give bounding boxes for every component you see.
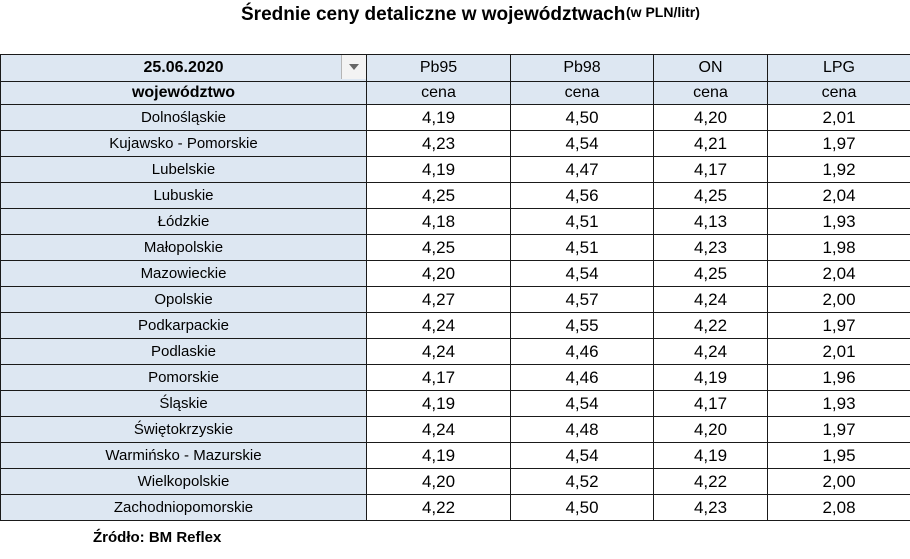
price-cell-lpg: 1,97	[768, 131, 910, 157]
region-cell: Kujawsko - Pomorskie	[1, 131, 367, 157]
table-row	[1, 391, 910, 417]
fuel-header-pb98: Pb98	[511, 55, 654, 82]
table-row	[1, 287, 910, 313]
price-cell-pb98: 4,54	[511, 131, 654, 157]
filter-dropdown-button[interactable]	[341, 55, 366, 79]
price-cell-pb95: 4,19	[367, 105, 511, 131]
price-cell-lpg: 2,08	[768, 495, 910, 521]
region-cell: Mazowieckie	[1, 261, 367, 287]
price-cell-lpg: 1,95	[768, 443, 910, 469]
price-cell-lpg: 1,93	[768, 209, 910, 235]
table-row	[1, 495, 910, 521]
header-row-labels	[1, 82, 910, 105]
table-row	[1, 339, 910, 365]
price-cell-on: 4,13	[654, 209, 768, 235]
price-cell-pb95: 4,20	[367, 469, 511, 495]
price-cell-pb95: 4,20	[367, 261, 511, 287]
price-cell-lpg: 1,97	[768, 417, 910, 443]
price-cell-on: 4,17	[654, 391, 768, 417]
price-cell-pb98: 4,48	[511, 417, 654, 443]
price-cell-pb98: 4,54	[511, 443, 654, 469]
table-body	[1, 105, 910, 521]
price-cell-pb98: 4,57	[511, 287, 654, 313]
region-cell: Dolnośląskie	[1, 105, 367, 131]
region-cell: Świętokrzyskie	[1, 417, 367, 443]
price-cell-on: 4,20	[654, 417, 768, 443]
title-bar	[0, 0, 910, 52]
region-cell: Podlaskie	[1, 339, 367, 365]
price-cell-pb98: 4,54	[511, 261, 654, 287]
region-cell: Lubelskie	[1, 157, 367, 183]
price-cell-pb95: 4,25	[367, 183, 511, 209]
table-row	[1, 469, 910, 495]
price-cell-pb98: 4,50	[511, 105, 654, 131]
price-cell-pb98: 4,50	[511, 495, 654, 521]
price-cell-on: 4,22	[654, 313, 768, 339]
region-header: województwo	[1, 82, 367, 105]
price-cell-pb98: 4,51	[511, 209, 654, 235]
price-header: cena	[768, 82, 910, 105]
price-cell-on: 4,19	[654, 365, 768, 391]
region-cell: Podkarpackie	[1, 313, 367, 339]
price-cell-pb98: 4,46	[511, 339, 654, 365]
price-cell-pb98: 4,46	[511, 365, 654, 391]
region-cell: Lubuskie	[1, 183, 367, 209]
price-cell-on: 4,23	[654, 235, 768, 261]
price-cell-lpg: 2,01	[768, 105, 910, 131]
table-row	[1, 365, 910, 391]
price-cell-lpg: 1,96	[768, 365, 910, 391]
table-row	[1, 183, 910, 209]
price-cell-pb95: 4,22	[367, 495, 511, 521]
fuel-header-pb95: Pb95	[367, 55, 511, 82]
price-cell-on: 4,21	[654, 131, 768, 157]
region-cell: Opolskie	[1, 287, 367, 313]
fuel-header-on: ON	[654, 55, 768, 82]
price-header: cena	[511, 82, 654, 105]
price-header: cena	[654, 82, 768, 105]
price-cell-pb95: 4,19	[367, 391, 511, 417]
price-cell-on: 4,24	[654, 339, 768, 365]
price-cell-pb98: 4,47	[511, 157, 654, 183]
table-row	[1, 443, 910, 469]
unit-note: (w PLN/litr)	[626, 4, 700, 20]
header-row-fuels	[1, 55, 910, 82]
price-cell-lpg: 2,00	[768, 469, 910, 495]
price-cell-pb95: 4,19	[367, 443, 511, 469]
price-cell-lpg: 2,01	[768, 339, 910, 365]
price-cell-lpg: 1,97	[768, 313, 910, 339]
price-cell-pb95: 4,23	[367, 131, 511, 157]
price-cell-pb98: 4,54	[511, 391, 654, 417]
table-row	[1, 417, 910, 443]
price-cell-pb95: 4,18	[367, 209, 511, 235]
price-table	[0, 54, 910, 521]
price-cell-on: 4,24	[654, 287, 768, 313]
price-cell-pb95: 4,24	[367, 339, 511, 365]
price-cell-pb98: 4,55	[511, 313, 654, 339]
price-cell-on: 4,20	[654, 105, 768, 131]
price-cell-lpg: 2,04	[768, 183, 910, 209]
table-row	[1, 313, 910, 339]
price-cell-lpg: 1,92	[768, 157, 910, 183]
region-cell: Pomorskie	[1, 365, 367, 391]
dropdown-arrow-icon	[349, 64, 359, 70]
table-row	[1, 261, 910, 287]
region-cell: Zachodniopomorskie	[1, 495, 367, 521]
price-cell-pb98: 4,56	[511, 183, 654, 209]
fuel-header-lpg: LPG	[768, 55, 910, 82]
table-row	[1, 235, 910, 261]
date-filter-cell[interactable]	[1, 55, 367, 82]
region-cell: Małopolskie	[1, 235, 367, 261]
table-row	[1, 209, 910, 235]
price-header: cena	[367, 82, 511, 105]
source-note: Źródło: BM Reflex	[93, 529, 222, 546]
page-title: Średnie ceny detaliczne w województwach	[241, 4, 626, 25]
region-cell: Łódzkie	[1, 209, 367, 235]
price-cell-lpg: 1,93	[768, 391, 910, 417]
price-cell-lpg: 2,00	[768, 287, 910, 313]
date-label: 25.06.2020	[143, 59, 224, 76]
price-cell-lpg: 2,04	[768, 261, 910, 287]
price-cell-pb95: 4,17	[367, 365, 511, 391]
region-cell: Warmińsko - Mazurskie	[1, 443, 367, 469]
price-cell-pb95: 4,27	[367, 287, 511, 313]
region-cell: Śląskie	[1, 391, 367, 417]
price-cell-on: 4,25	[654, 261, 768, 287]
price-cell-on: 4,22	[654, 469, 768, 495]
table-row	[1, 105, 910, 131]
price-cell-on: 4,17	[654, 157, 768, 183]
price-cell-on: 4,19	[654, 443, 768, 469]
price-cell-pb95: 4,24	[367, 417, 511, 443]
price-cell-pb98: 4,51	[511, 235, 654, 261]
price-cell-pb95: 4,19	[367, 157, 511, 183]
price-cell-pb95: 4,24	[367, 313, 511, 339]
table-row	[1, 131, 910, 157]
table-row	[1, 157, 910, 183]
price-cell-pb98: 4,52	[511, 469, 654, 495]
price-cell-on: 4,23	[654, 495, 768, 521]
price-cell-lpg: 1,98	[768, 235, 910, 261]
price-cell-pb95: 4,25	[367, 235, 511, 261]
region-cell: Wielkopolskie	[1, 469, 367, 495]
price-cell-on: 4,25	[654, 183, 768, 209]
